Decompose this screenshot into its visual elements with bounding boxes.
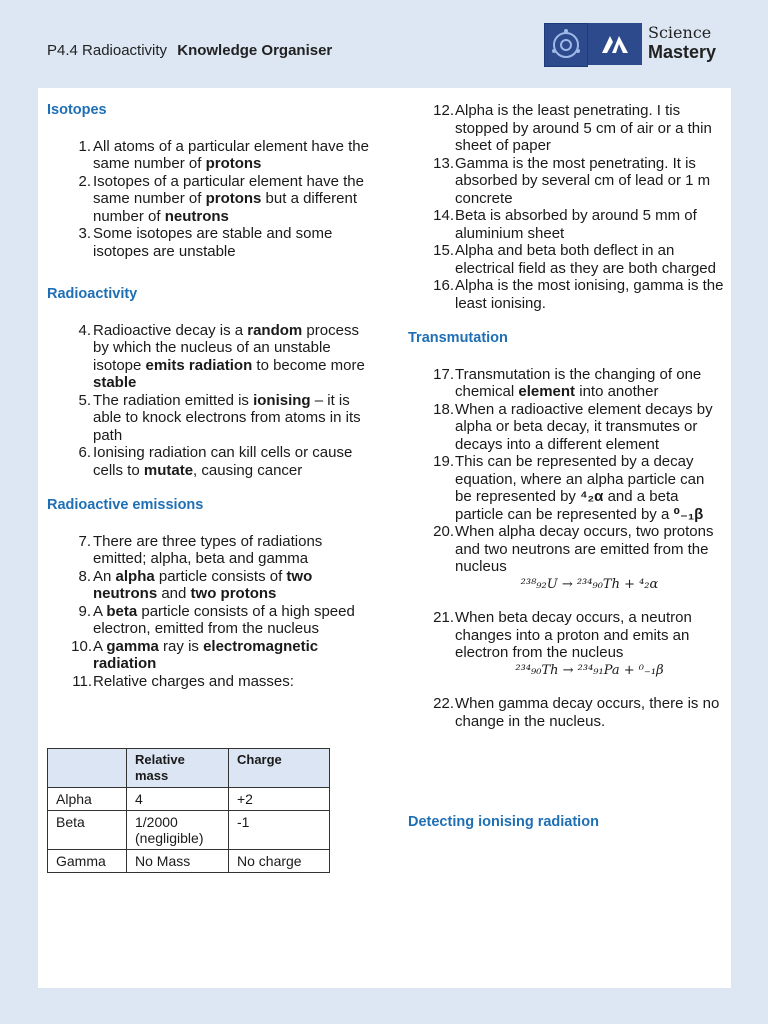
page-title <box>47 42 332 59</box>
table-cell: +2 <box>229 788 330 811</box>
list-item: 5. The radiation emitted is ionising – it is able to knock electrons from atoms in its path <box>78 391 361 444</box>
science-mastery-logo <box>544 23 744 67</box>
table-cell: No Mass <box>127 850 229 873</box>
table-cell: No charge <box>229 850 330 873</box>
list-item: 16. Alpha is the most ionising, gamma is the least ionising. <box>433 277 724 312</box>
table-header-cell: Relative mass <box>127 749 229 788</box>
list-item: 9. A beta particle consists of a high speed electron, emitted from the nucleus <box>78 602 355 637</box>
radioactivity-list <box>47 322 377 480</box>
list-item: 3. Some isotopes are stable and some isotopes are unstable <box>78 225 333 260</box>
table-header-cell <box>48 749 127 788</box>
emissions-list-continued <box>408 102 724 312</box>
table-cell: Alpha <box>48 788 127 811</box>
table-cell: 4 <box>127 788 229 811</box>
list-item: 1. All atoms of a particular element have the same number of protons <box>78 137 369 172</box>
list-item: 15. Alpha and beta both deflect in an electrical field as they are both charged <box>433 242 716 277</box>
table-cell: -1 <box>229 811 330 850</box>
left-column <box>47 102 377 690</box>
list-item: 2. Isotopes of a particular element have the same number of protons but a different number of neutrons <box>78 172 364 225</box>
table-row <box>48 850 330 873</box>
list-item: 6. Ionising radiation can kill cells or cause cells to mutate, causing cancer <box>78 444 353 479</box>
list-item: 11. Relative charges and masses: <box>72 672 294 690</box>
list-item: 12. Alpha is the least penetrating. I tis stopped by around 5 cm of air or a thin sheet of paper <box>433 102 712 154</box>
list-item: 22. When gamma decay occurs, there is no change in the nucleus. <box>433 695 720 730</box>
emissions-list <box>47 533 377 691</box>
beta-decay-equation: ²³⁴₉₀Th → ²³⁴₉₁Pa + ⁰₋₁β <box>515 662 664 678</box>
table-row <box>48 811 330 850</box>
list-item: 8. An alpha particle consists of two neutrons and two protons <box>78 567 313 602</box>
title-code: P4.4 Radioactivity <box>47 42 168 59</box>
right-column <box>408 102 724 832</box>
heading-isotopes: Isotopes <box>47 102 107 118</box>
table-row <box>48 788 330 811</box>
list-item: 20. When alpha decay occurs, two protons and two neutrons are emitted from the nucleus ²³⁸₉₂U → ²³⁴₉₀Th + ⁴₂α <box>408 523 724 593</box>
title-bold: Knowledge Organiser <box>177 42 333 59</box>
isotopes-list <box>47 138 377 261</box>
table-cell: Beta <box>48 811 127 850</box>
table-cell: Gamma <box>48 850 127 873</box>
heading-emissions: Radioactive emissions <box>47 497 204 513</box>
table-header-cell: Charge <box>229 749 330 788</box>
transmutation-list <box>408 366 724 731</box>
charges-table <box>47 748 330 873</box>
atom-icon <box>544 23 588 67</box>
logo-text-science: Science <box>648 23 712 42</box>
table-header-row <box>48 749 330 788</box>
list-item: 18. When a radioactive element decays by alpha or beta decay, it transmutes or decays into a different element <box>433 400 713 453</box>
heading-detecting: Detecting ionising radiation <box>408 814 599 830</box>
logo-text-mastery: Mastery <box>648 42 717 62</box>
mastery-mark-icon <box>588 23 642 65</box>
list-item: 21. When beta decay occurs, a neutron changes into a proton and emits an electron from the nucleus ²³⁴₉₀Th → ²³⁴₉₁Pa + ⁰₋₁β <box>408 609 724 679</box>
heading-radioactivity: Radioactivity <box>47 286 138 302</box>
list-item: 17. Transmutation is the changing of one chemical element into another <box>433 365 702 400</box>
alpha-decay-equation: ²³⁸₉₂U → ²³⁴₉₀Th + ⁴₂α <box>520 576 659 592</box>
list-item: 7. There are three types of radiations emitted; alpha, beta and gamma <box>78 532 323 567</box>
list-item: 19. This can be represented by a decay equation, where an alpha particle can be represented by ⁴₂α and a beta particle can be represented by a ⁰₋₁β <box>433 453 705 523</box>
table-cell: 1/2000 (negligible) <box>127 811 229 850</box>
list-item: 14. Beta is absorbed by around 5 mm of aluminium sheet <box>433 207 697 242</box>
heading-transmutation: Transmutation <box>408 330 508 346</box>
list-item: 4. Radioactive decay is a random process by which the nucleus of an unstable isotope emits radiation to become more stable <box>78 321 365 391</box>
list-item: 13. Gamma is the most penetrating. It is absorbed by several cm of lead or 1 m concrete <box>433 154 711 207</box>
content-page <box>38 88 731 988</box>
list-item: 10. A gamma ray is electromagnetic radiation <box>71 637 319 672</box>
